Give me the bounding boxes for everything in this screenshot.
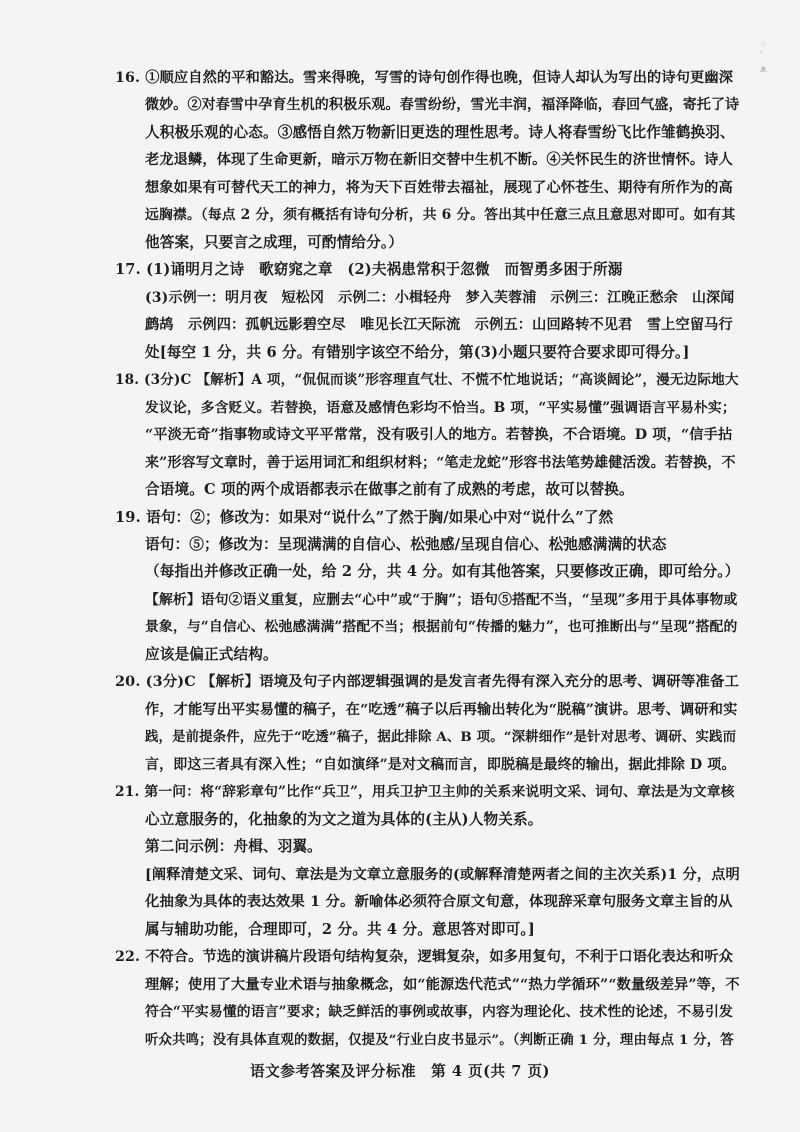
q19-line-2: 语句：⑤；修改为：呈现满满的自信心、松弛感/呈现自信心、松弛感满满的状态 xyxy=(145,536,667,553)
q19-line-1: 19. 语句：②；修改为：如果对“说什么”了然于胸/如果心中对“说什么”了然 xyxy=(115,509,614,526)
q18-line-2: 发议论，多含贬义。若替换，语意及感情色彩均不恰当。B 项，“平实易懂”强调语言平易朴实； xyxy=(145,400,736,416)
q21-line-2: 心立意服务的，化抽象的为文之道为具体的(主从)人物关系。 xyxy=(145,811,543,828)
corner-mark: ⁘ xyxy=(759,40,768,51)
q18-line-5: 合语境。C 项的两个成语都表示在做事之前有了成熟的考虑，故可以替换。 xyxy=(145,481,634,498)
q22-line-3: 符合“平实易懂的语言”要求；缺乏鲜活的事例或故事，内容为理论化、技术性的论述，不易引发 xyxy=(145,1004,733,1020)
q19-line-3: （每指出并修改正确一处，给 2 分，共 4 分。如有其他答案，只要修改正确，即可给分。） xyxy=(145,563,740,580)
q21-line-4: [阐释清楚文采、词句、章法是为文章立意服务的(或解释清楚两者之间的主次关系)1 分，点明 xyxy=(145,867,740,883)
q17-line-3: 鹧鸪 示例四：孤帆远影碧空尽 唯见长江天际流 示例五：山回路转不见君 雪上空留马行 xyxy=(145,317,733,333)
q17-line-4: 处[每空 1 分，共 6 分。有错别字该空不给分，第(3)小题只要符合要求即可得分。] xyxy=(145,344,690,361)
page-footer: 语文参考答案及评分标准 第 4 页(共 7 页) xyxy=(250,1063,550,1080)
corner-scan-marks xyxy=(760,40,768,76)
q19-line-4: 【解析】语句②语义重复，应删去“心中”或“于胸”；语句⑤搭配不当，“呈现”多用于具体事物或 xyxy=(145,592,738,608)
q17-line-1: 17. (1)诵明月之诗 歌窈窕之章 (2)夫祸患常积于忽微 而智勇多困于所溺 xyxy=(115,261,623,278)
q18-line-1: 18. (3分)C 【解析】A 项，“侃侃而谈”形容理直气壮、不慌不忙地说话；“高谈阔论”，漫无边际地大 xyxy=(115,372,739,388)
q21-line-1: 21. 第一问：将“辞彩章句”比作“兵卫”，用兵卫护卫主帅的关系来说明文采、词句、章法是为文章核 xyxy=(115,784,735,800)
q21-line-5: 化抽象为具体的表达效果 1 分。新喻体必须符合原文旬意，体现辞采章句服务文章主旨的从 xyxy=(145,893,733,910)
q21-line-6: 属与辅助功能，合理即可，2 分。共 4 分。意思答对即可。] xyxy=(145,921,535,938)
q16-line-2: 微妙。②对春雪中孕育生机的积极乐观。春雪纷纷，雪光丰润，福泽降临，春回气盛，寄托了诗 xyxy=(145,97,740,113)
q16-line-1: 16. ①顺应自然的平和豁达。雪来得晚，写雪的诗句创作得也晚，但诗人却认为写出的诗句更幽深 xyxy=(115,70,734,86)
corner-mark: ᴥ xyxy=(759,64,768,75)
q20-line-1: 20. (3分)C 【解析】语境及句子内部逻辑强调的是发言者先得有深入充分的思考、调研等准备工 xyxy=(115,673,740,690)
q19-line-6: 应该是偏正式结构。 xyxy=(145,646,278,663)
q20-line-2: 作，才能写出平实易懂的稿子，在“吃透”稿子以后再输出转化为“脱稿”演讲。思考、调研和实 xyxy=(145,702,738,718)
q19-line-5: 景象，与“自信心、松弛感满满”搭配不当；根据前句“传播的魅力”，也可推断出与“呈现”搭配的 xyxy=(145,619,738,635)
q16-line-4: 老龙退鳞，体现了生命更新，暗示万物在新旧交替中生机不断。④关怀民生的济世情怀。诗人 xyxy=(145,152,733,168)
q18-line-3: “平淡无奇”指事物或诗文平平常常，没有吸引人的地方。若替换，不合语境。D 项，“信手拈 xyxy=(145,427,733,443)
q16-line-5: 想象如果有可替代天工的神力，将为天下百姓带去福祉，展现了心怀苍生、期待有所作为的高 xyxy=(145,180,733,196)
q22-line-2: 理解；使用了大量专业术语与抽象概念，如“能源迭代范式”“热力学循环”“数量级差异”等，不 xyxy=(145,977,740,993)
q16-line-6: 远胸襟。（每点 2 分，须有概括有诗句分析，共 6 分。答出其中任意三点且意思对即可。如有其 xyxy=(145,207,736,223)
q16-line-3: 人积极乐观的心态。③感悟自然万物新旧更迭的理性思考。诗人将春雪纷飞比作雏鹤换羽、 xyxy=(145,124,735,141)
q16-line-7: 他答案，只要言之成理，可酌情给分。） xyxy=(145,234,404,251)
q20-line-3: 践，是前提条件，应先于“吃透”稿子，据此排除 A、B 项。“深耕细作”是针对思考、调研、实践而 xyxy=(145,729,737,745)
q17-line-2: (3)示例一：明月夜 短松冈 示例二：小楫轻舟 梦入芙蓉浦 示例三：江晚正愁余 山深闻 xyxy=(145,290,735,306)
q20-line-4: 言，即这三者具有深入性；“自如演绎”是对文稿而言，即脱稿是最终的输出，据此排除 D 项。 xyxy=(145,757,736,773)
q21-line-3: 第二问示例：舟楫、羽翼。 xyxy=(145,838,322,855)
corner-mark: ﾞ xyxy=(759,52,765,63)
q18-line-4: 来”形容写文章时，善于运用词汇和组织材料；“笔走龙蛇”形容书法笔势雄健活泼。若替换，不 xyxy=(145,455,736,471)
q22-line-1: 22. 不符合。节选的演讲稿片段语句结构复杂，逻辑复杂，如多用复句，不利于口语化表达和听众 xyxy=(115,949,734,965)
q22-line-4: 听众共鸣；没有具体直观的数据，仅提及“行业白皮书显示”。（判断正确 1 分，理由每点 1 分，答 xyxy=(145,1032,734,1048)
